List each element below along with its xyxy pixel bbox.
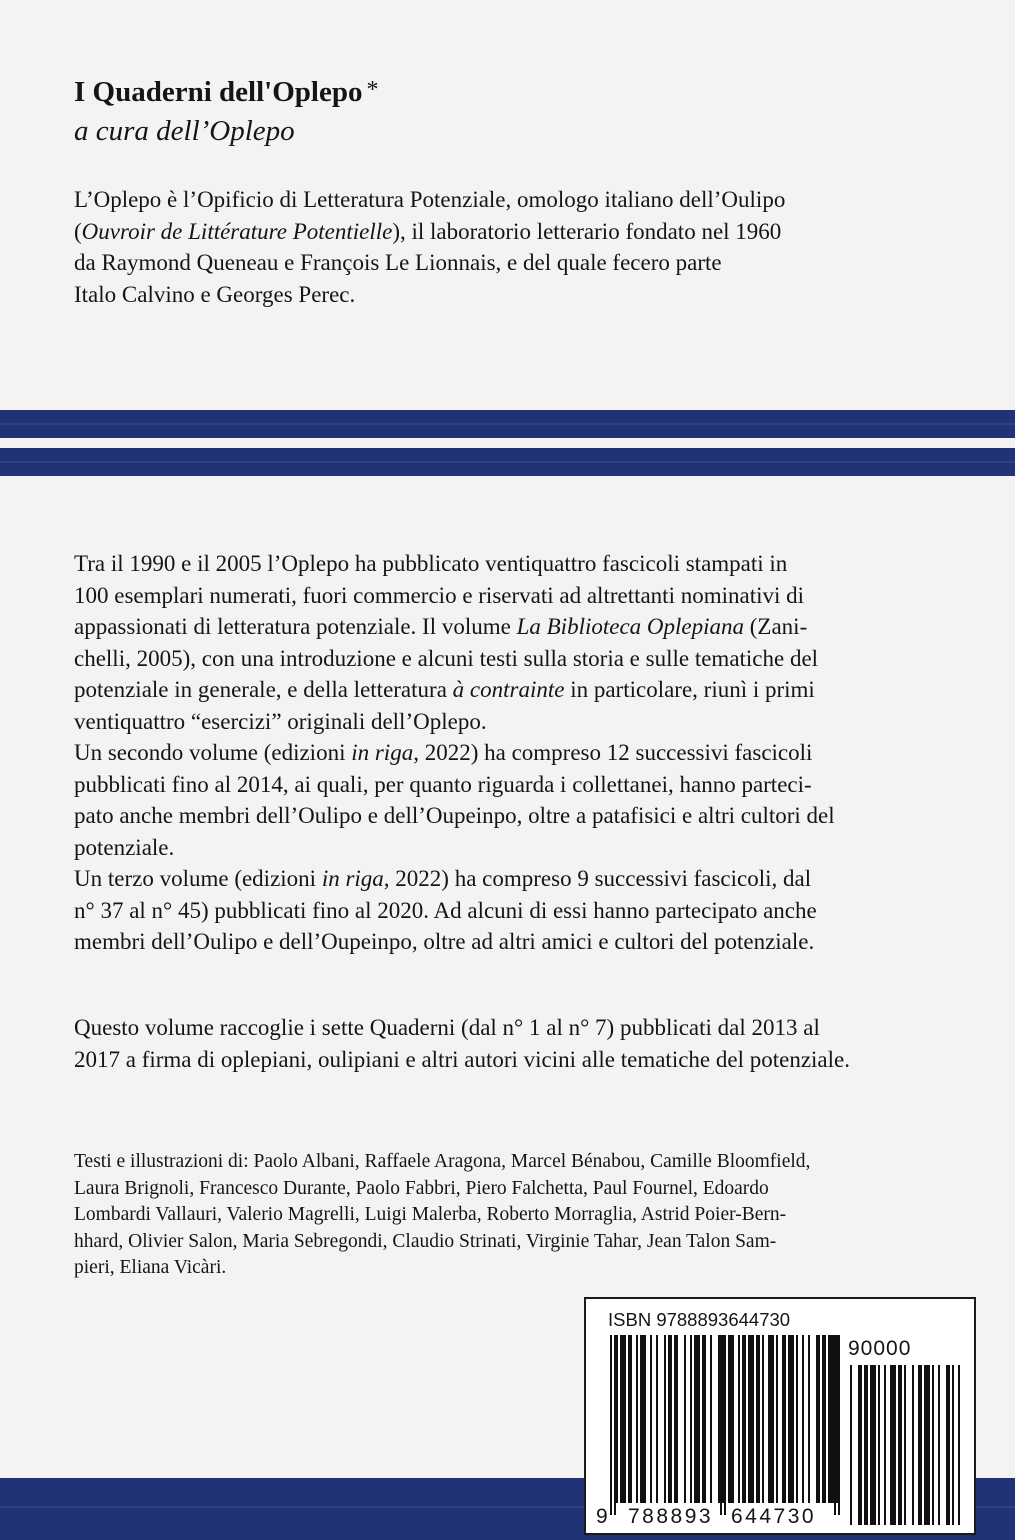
decorative-band-top xyxy=(0,410,1015,438)
asterisk-mark: * xyxy=(366,77,379,103)
history-line: appassionati di letteratura potenziale. Il volume La Biblioteca Oplepiana (Zani- xyxy=(74,614,808,639)
intro-line: L’Oplepo è l’Opificio di Letteratura Potenziale, omologo italiano dell’Oulipo xyxy=(74,187,786,212)
volume-line: 2017 a firma di oplepiani, oulipiani e altri autori vicini alle tematiche del potenziale. xyxy=(74,1046,850,1072)
history-line: 100 esemplari numerati, fuori commercio e riservati ad altrettanti nominativi di xyxy=(74,582,805,608)
history-paragraph xyxy=(74,548,835,958)
history-line: pubblicati fino al 2014, ai quali, per quanto riguarda i collettanei, hanno parteci- xyxy=(74,771,812,797)
decorative-band-second xyxy=(0,448,1015,476)
history-line: n° 37 al n° 45) pubblicati fino al 2020. Ad alcuni di essi hanno partecipato anche xyxy=(74,897,817,923)
intro-line: Italo Calvino e Georges Perec. xyxy=(74,281,356,307)
history-line: potenziale in generale, e della letteratura à contrainte in particolare, riunì i primi xyxy=(74,677,815,702)
credits-line: Laura Brignoli, Francesco Durante, Paolo Fabbri, Piero Falchetta, Paul Fournel, Edoardo xyxy=(74,1177,769,1199)
credits-line: Testi e illustrazioni di: Paolo Albani, Raffaele Aragona, Marcel Bénabou, Camille Bloomfield, xyxy=(74,1151,811,1172)
isbn-barcode-box xyxy=(584,1297,976,1535)
intro-line: da Raymond Queneau e François Le Lionnais, e del quale fecero parte xyxy=(74,250,722,275)
isbn-label: ISBN 9788893644730 xyxy=(608,1309,791,1330)
history-line: membri dell’Oulipo e dell’Oupeinpo, oltre ad altri amici e cultori del potenziale. xyxy=(74,929,815,954)
history-line: ventiquattro “esercizi” originali dell’Oplepo. xyxy=(74,708,487,734)
history-line: Un secondo volume (edizioni in riga, 2022) ha compreso 12 successivi fascicoli xyxy=(74,740,813,765)
series-title xyxy=(74,72,378,110)
history-line: Un terzo volume (edizioni in riga, 2022) ha compreso 9 successivi fascicoli, dal xyxy=(74,866,812,891)
intro-italic: Ouvroir de Littérature Potentielle xyxy=(81,218,393,244)
series-title-text: I Quaderni dell'Oplepo xyxy=(74,76,363,108)
ean-left-digits: 788893 xyxy=(628,1505,714,1528)
credits-line: pieri, Eliana Vicàri. xyxy=(74,1257,227,1278)
credits-line: hhard, Olivier Salon, Maria Sebregondi, Claudio Strinati, Virginie Tahar, Jean Talon Sam- xyxy=(74,1230,777,1252)
editor-subtitle: a cura dell’Oplepo xyxy=(74,115,295,147)
intro-line: (Ouvroir de Littérature Potentielle), il laboratorio letterario fondato nel 1960 xyxy=(74,218,782,244)
history-line: Tra il 1990 e il 2005 l’Oplepo ha pubblicato ventiquattro fascicoli stampati in xyxy=(74,551,788,576)
intro-paragraph xyxy=(74,184,785,310)
credits-line: Lombardi Vallauri, Valerio Magrelli, Luigi Malerba, Roberto Morraglia, Astrid Poier-Bern- xyxy=(74,1204,787,1225)
ean-first-digit: 9 xyxy=(596,1505,608,1528)
volume-line: Questo volume raccoglie i sette Quaderni (dal n° 1 al n° 7) pubblicati dal 2013 al xyxy=(74,1015,820,1040)
history-line: chelli, 2005), con una introduzione e alcuni testi sulla storia e sulle tematiche del xyxy=(74,645,819,671)
history-line: pato anche membri dell’Oulipo e dell’Oupeinpo, oltre a patafisici e altri cultori del xyxy=(74,803,835,828)
credits-paragraph xyxy=(74,1149,810,1282)
ean-right-digits: 644730 xyxy=(731,1505,817,1528)
volume-paragraph xyxy=(74,1012,850,1075)
barcode-icon xyxy=(586,1299,974,1533)
history-line: potenziale. xyxy=(74,834,175,860)
addon-digits: 90000 xyxy=(848,1337,912,1360)
